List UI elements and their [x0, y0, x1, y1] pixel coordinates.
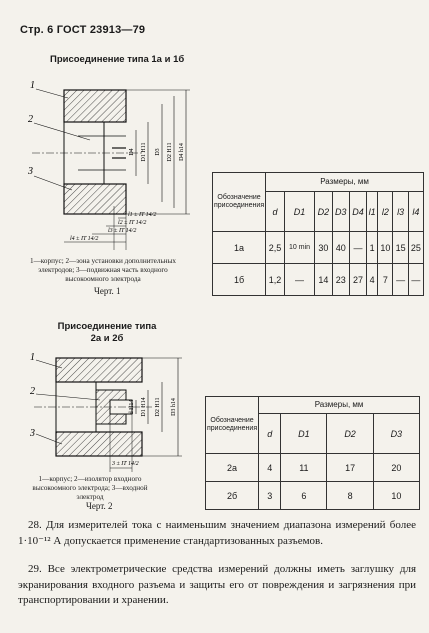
table-cell: 4 [259, 454, 281, 482]
table-cell: 1б [213, 264, 266, 296]
table-cell: 4 [367, 264, 378, 296]
callout-3: 3 [30, 428, 35, 439]
table-cell: 2б [206, 482, 259, 510]
section2-title: Присоединение типа 2а и 2б [57, 321, 157, 344]
caption-2: 1—корпус; 2—изолятор входного высокоомного электрода; 3—входной электрод [32, 475, 148, 501]
table-cell: 8 [327, 482, 373, 510]
table-cell: 1,2 [266, 264, 285, 296]
drawing-1 [22, 74, 212, 258]
table-cell: 11 [281, 454, 327, 482]
dim-d2: D2 H11 [167, 142, 173, 162]
table1-header-label: Обозначение присоединения [213, 173, 266, 232]
dim-3: 3 ± IT 14/2 [112, 461, 139, 467]
table1-col: D2 [315, 192, 332, 232]
table1-col: l4 [408, 192, 423, 232]
table-cell: 7 [378, 264, 393, 296]
table-cell: — [284, 264, 314, 296]
table1-col: l3 [393, 192, 408, 232]
table2-sizes-label: Размеры, мм [259, 397, 420, 414]
table-cell: 15 [393, 232, 408, 264]
dim-d: d H14 [129, 399, 135, 415]
table-cell: 6 [281, 482, 327, 510]
table-cell: 3 [259, 482, 281, 510]
dim-l2: l2 ± IT 14/2 [118, 220, 147, 226]
table-cell: 10 [373, 482, 419, 510]
callout-1: 1 [30, 80, 35, 91]
paragraph-28: 28. Для измерителей тока с наименьшим значением диапазона измерений более 1·10⁻¹² А допускается применение стандартизованных разъемов. [18, 519, 416, 547]
drawing-2 [28, 348, 198, 476]
table-row [206, 482, 420, 510]
table-cell: 10 min [284, 232, 314, 264]
table2-col: D1 [281, 414, 327, 454]
table1-col: l2 [378, 192, 393, 232]
table-cell: — [393, 264, 408, 296]
table2-header-label: Обозначение присоединения [206, 397, 259, 454]
table1-sizes-label: Размеры, мм [266, 173, 424, 192]
table-row [213, 232, 424, 264]
caption-1: 1—корпус; 2—зона установки дополнительных электродов; 3—подвижная часть входного высокоомного электрода [29, 257, 177, 283]
table-cell: 27 [349, 264, 366, 296]
callout-2: 2 [28, 114, 33, 125]
table1-col: D4 [349, 192, 366, 232]
table-cell: — [408, 264, 423, 296]
table-cell: 25 [408, 232, 423, 264]
figure-label-1: Черт. 1 [94, 286, 121, 296]
dim-d4: D4 [129, 148, 135, 156]
table-cell: 14 [315, 264, 332, 296]
dim-d3: D3 h14 [171, 398, 177, 416]
dim-d2: D2 H11 [155, 397, 161, 417]
table-cell: 1а [213, 232, 266, 264]
section1-title: Присоединение типа 1а и 1б [50, 54, 185, 65]
table-1 [212, 172, 424, 296]
paragraph-29: 29. Все электрометрические средства измерений должны иметь заглушку для экранирования входного разъема и защиты его от повреждения и загрязнения при транспортировании и хранении. [18, 563, 416, 607]
dim-d4b: D4 h14 [179, 143, 185, 161]
table-2 [205, 396, 420, 510]
table-cell: 30 [315, 232, 332, 264]
table-row [213, 264, 424, 296]
table1-col: D1 [284, 192, 314, 232]
table-cell: 17 [327, 454, 373, 482]
callout-1: 1 [30, 352, 35, 363]
table-row [206, 454, 420, 482]
callout-2: 2 [30, 386, 35, 397]
table1-col: d [266, 192, 285, 232]
dim-d3: D3 [155, 148, 161, 156]
dim-d1: D1 H14 [141, 397, 147, 417]
table-cell: 40 [332, 232, 349, 264]
dim-l3: l3 ± IT 14/2 [108, 228, 137, 234]
table-cell: 1 [367, 232, 378, 264]
table-cell: 20 [373, 454, 419, 482]
table-cell: — [349, 232, 366, 264]
page-header: Стр. 6 ГОСТ 23913—79 [20, 24, 146, 36]
table-cell: 10 [378, 232, 393, 264]
dim-d1: D1 H11 [141, 142, 147, 162]
table-cell: 23 [332, 264, 349, 296]
figure-label-2: Черт. 2 [86, 501, 113, 511]
dim-l4: l4 ± IT 14/2 [70, 236, 99, 242]
dim-l1: l1 ± IT 14/2 [128, 212, 157, 218]
table1-col: l1 [367, 192, 378, 232]
table-cell: 2,5 [266, 232, 285, 264]
table2-col: D3 [373, 414, 419, 454]
callout-3: 3 [28, 166, 33, 177]
table2-col: d [259, 414, 281, 454]
table2-col: D2 [327, 414, 373, 454]
table1-col: D3 [332, 192, 349, 232]
table-cell: 2а [206, 454, 259, 482]
